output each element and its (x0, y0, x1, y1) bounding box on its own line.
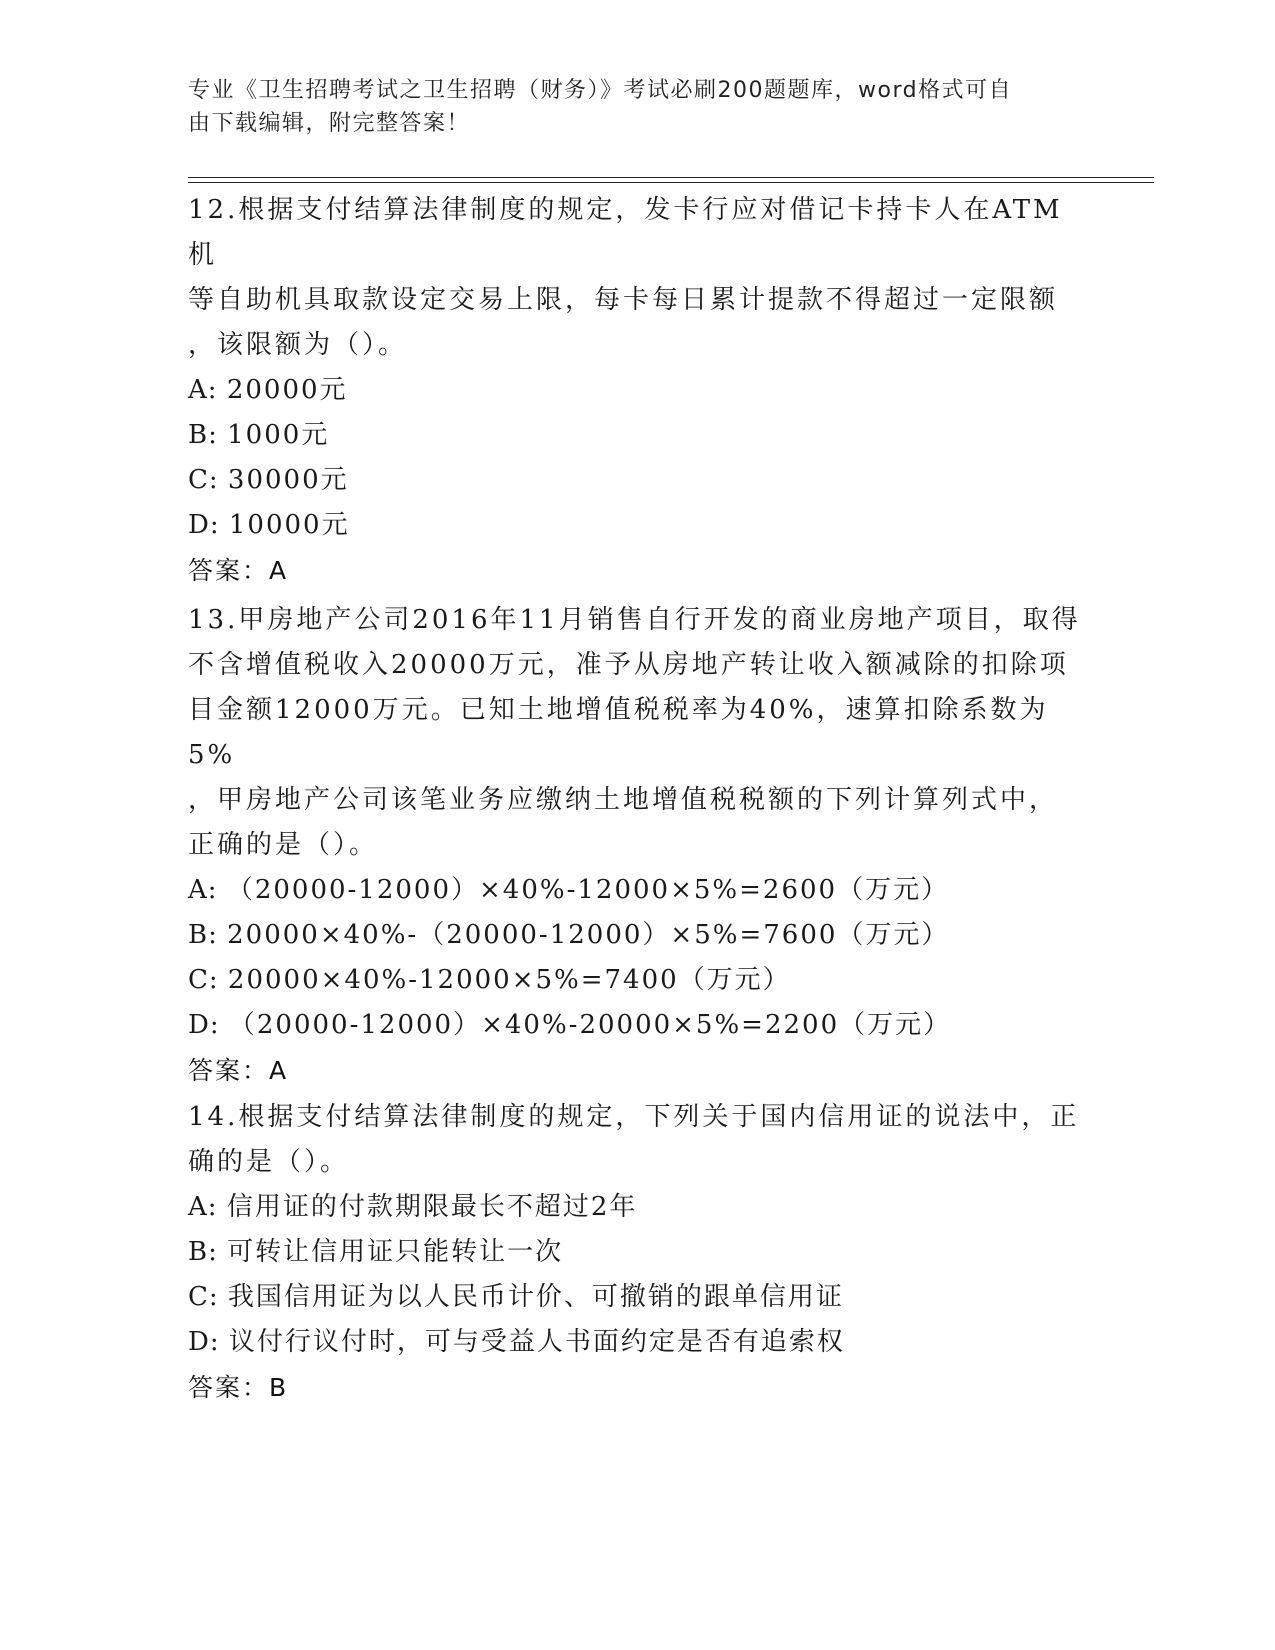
question-line: 等自助机具取款设定交易上限，每卡每日累计提款不得超过一定限额 (188, 285, 1059, 315)
header-divider-bottom (188, 182, 1154, 183)
option-c: C: 30000元 (188, 465, 349, 495)
question-line: 不含增值税收入20000万元，准予从房地产转让收入额减除的扣除项 (188, 650, 1069, 680)
answer-line: 答案：B (188, 1373, 289, 1402)
answer-line: 答案：A (188, 1056, 289, 1085)
question-12 (188, 188, 1088, 593)
option-a: A: 20000元 (188, 375, 348, 405)
question-line: 正确的是（）。 (188, 830, 379, 860)
answer-line: 答案：A (188, 556, 289, 585)
header-line-1: 专业《卫生招聘考试之卫生招聘（财务）》考试必刷200题题库，word格式可自 (188, 78, 1013, 103)
question-line: ，该限额为（）。 (188, 330, 408, 360)
question-line: 12.根据支付结算法律制度的规定，发卡行应对借记卡持卡人在ATM机 (188, 195, 1063, 270)
question-text (188, 598, 1088, 868)
option-d: D: （20000-12000）×40%-20000×5%=2200（万元） (188, 1010, 952, 1040)
option-a: A: （20000-12000）×40%-12000×5%=2600（万元） (188, 875, 950, 905)
question-line: 目金额12000万元。已知土地增值税税率为40%，速算扣除系数为5% (188, 695, 1049, 770)
option-c: C: 我国信用证为以人民币计价、可撤销的跟单信用证 (188, 1282, 844, 1312)
option-d: D: 10000元 (188, 510, 350, 540)
header-divider-top (188, 177, 1154, 178)
option-b: B: 20000×40%-（20000-12000）×5%=7600（万元） (188, 920, 950, 950)
question-line: ，甲房地产公司该笔业务应缴纳土地增值税税额的下列计算列式中， (188, 785, 1059, 815)
option-c: C: 20000×40%-12000×5%=7400（万元） (188, 965, 791, 995)
header-line-2: 由下载编辑，附完整答案！ (188, 111, 471, 136)
option-b: B: 1000元 (188, 420, 330, 450)
option-a: A: 信用证的付款期限最长不超过2年 (188, 1192, 638, 1222)
question-line: 14.根据支付结算法律制度的规定，下列关于国内信用证的说法中，正 (188, 1102, 1080, 1132)
option-d: D: 议付行议付时，可与受益人书面约定是否有追索权 (188, 1327, 845, 1357)
question-line: 确的是（）。 (188, 1147, 350, 1177)
question-line: 13.甲房地产公司2016年11月销售自行开发的商业房地产项目，取得 (188, 605, 1081, 635)
question-14 (188, 1095, 1088, 1410)
option-b: B: 可转让信用证只能转让一次 (188, 1237, 564, 1267)
question-text (188, 188, 1088, 368)
question-13 (188, 598, 1088, 1093)
document-header (188, 74, 1068, 140)
question-text (188, 1095, 1088, 1185)
